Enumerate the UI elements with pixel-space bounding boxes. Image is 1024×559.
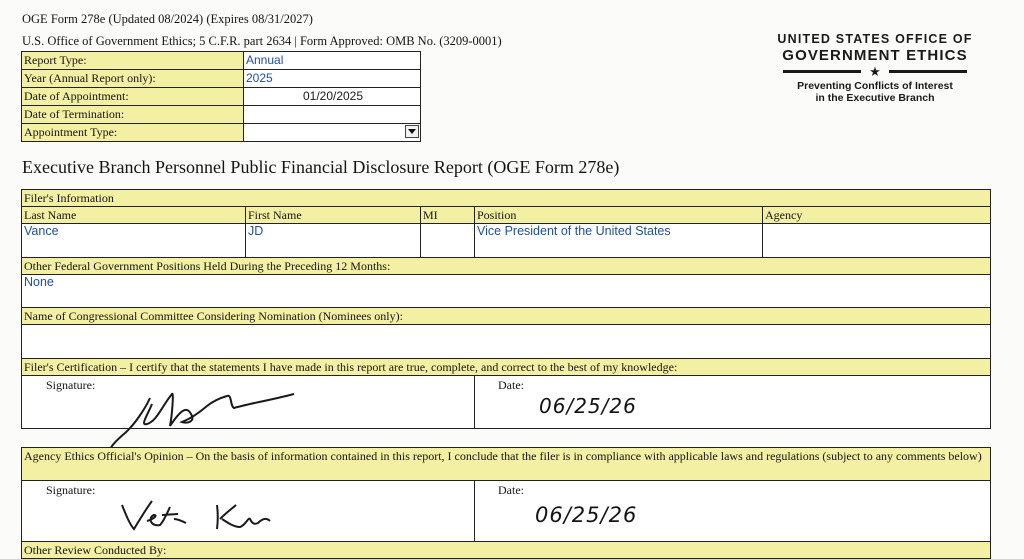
ethics-opinion-label: Agency Ethics Official's Opinion – On the basis of information contained in this report, I conclude that the filer is in compliance with applicable laws and regulations (subject to any comments below) [22, 448, 990, 480]
appointment-type-label: Appointment Type: [22, 124, 244, 141]
first-name-label: First Name [246, 207, 421, 223]
other-positions-label: Other Federal Government Positions Held During the Preceding 12 Months: [22, 258, 990, 274]
form-version-line: OGE Form 278e (Updated 08/2024) (Expires 08/31/2027) [22, 12, 313, 26]
report-info-table [21, 51, 421, 142]
oge-logo [770, 32, 980, 104]
position-label: Position [475, 207, 763, 223]
filer-section-label: Filer's Information [22, 190, 990, 206]
committee-label: Name of Congressional Committee Considering Nomination (Nominees only): [22, 308, 990, 324]
termination-date-label: Date of Termination: [22, 106, 244, 123]
agency-field[interactable] [763, 224, 990, 257]
star-icon: ★ [869, 64, 881, 79]
filer-column-headers [22, 207, 990, 224]
agency-label: Agency [763, 207, 990, 223]
appointment-type-select[interactable] [244, 124, 420, 141]
filer-signature-field[interactable] [22, 376, 475, 428]
report-type-row [22, 52, 420, 70]
filer-date-value: 06/25/26 [539, 394, 637, 418]
termination-date-row [22, 106, 420, 124]
committee-field[interactable] [22, 325, 990, 358]
filer-form [21, 189, 991, 429]
filer-values-row [22, 224, 990, 258]
filer-date-label: Date: [498, 378, 524, 392]
logo-tagline-2: in the Executive Branch [815, 92, 935, 104]
certification-signature-row [22, 376, 990, 429]
appointment-date-label: Date of Appointment: [22, 88, 244, 105]
filer-signature-label: Signature: [46, 378, 96, 392]
other-review-label: Other Review Conducted By: [22, 542, 990, 558]
year-field[interactable]: 2025 [244, 70, 420, 87]
logo-line-1: UNITED STATES OFFICE OF [777, 32, 973, 46]
ethics-opinion-form [21, 447, 991, 559]
logo-rule-right [889, 70, 967, 73]
ethics-signature-label: Signature: [46, 483, 96, 497]
logo-rule-left [783, 70, 861, 73]
first-name-field[interactable]: JD [246, 224, 421, 257]
ethics-signature-icon [22, 481, 475, 541]
report-type-label: Report Type: [22, 52, 244, 69]
year-row [22, 70, 420, 88]
appointment-type-row [22, 124, 420, 141]
ethics-date-value: 06/25/26 [535, 503, 638, 527]
logo-line-2: GOVERNMENT ETHICS [782, 47, 968, 64]
filer-section-header [22, 190, 990, 207]
chevron-down-icon[interactable] [405, 125, 419, 138]
report-type-field[interactable]: Annual [244, 52, 420, 69]
office-authority-line: U.S. Office of Government Ethics; 5 C.F.R. part 2634 | Form Approved: OMB No. (3209-0001) [22, 34, 502, 48]
other-positions-field[interactable]: None [22, 275, 990, 307]
appointment-date-field[interactable]: 01/20/2025 [244, 88, 420, 105]
filer-date-field[interactable] [475, 376, 990, 428]
certification-label: Filer's Certification – I certify that the statements I have made in this report are true, complete, and correct to the best of my knowledge: [22, 359, 990, 375]
ethics-date-field[interactable] [475, 481, 990, 541]
ethics-date-label: Date: [498, 483, 524, 497]
logo-tagline-1: Preventing Conflicts of Interest [797, 80, 953, 92]
last-name-label: Last Name [22, 207, 246, 223]
last-name-field[interactable]: Vance [22, 224, 246, 257]
termination-date-field[interactable] [244, 106, 420, 123]
mi-field[interactable] [421, 224, 475, 257]
mi-label: MI [421, 207, 475, 223]
year-label: Year (Annual Report only): [22, 70, 244, 87]
report-title: Executive Branch Personnel Public Financial Disclosure Report (OGE Form 278e) [22, 157, 620, 177]
appointment-date-row [22, 88, 420, 106]
ethics-signature-field[interactable] [22, 481, 475, 541]
position-field[interactable]: Vice President of the United States [475, 224, 763, 257]
ethics-signature-row [22, 481, 990, 542]
filer-signature-icon [22, 376, 475, 456]
